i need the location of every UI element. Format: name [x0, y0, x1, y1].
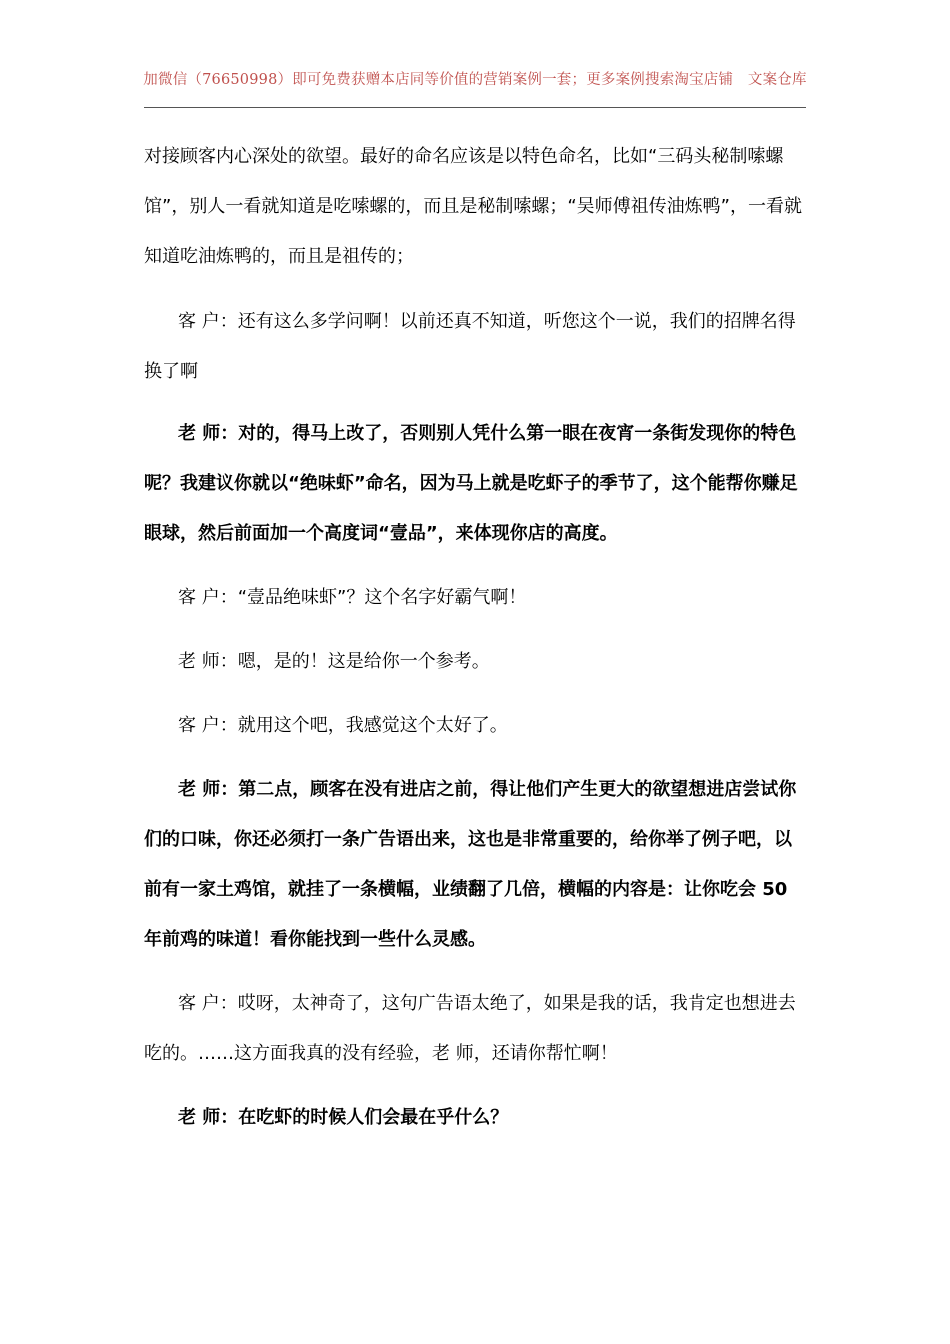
paragraph-customer-2: 客 户：“壹品绝味虾”？这个名字好霸气啊！	[178, 587, 527, 608]
header-divider	[144, 107, 806, 108]
paragraph-teacher-2: 老 师：嗯，是的！这是给你一个参考。	[178, 651, 490, 672]
paragraph-teacher-3: 老 师：第二点，顾客在没有进店之前，得让他们产生更大的欲望想进店尝试你们的口味，你还必须打一条广告语出来，这也是非常重要的，给你举了例子吧，以前有一家土鸡馆，就挂了一条横幅，业绩翻了几倍，横幅的内容是：让你吃会 50 年前鸡的味道！看你能找到一些什么灵感。	[144, 779, 797, 950]
paragraph-customer-1: 客 户：还有这么多学问啊！以前还真不知道，听您这个一说，我们的招牌名得换了啊	[144, 311, 796, 382]
paragraph-intro: 对接顾客内心深处的欲望。最好的命名应该是以特色命名，比如“三码头秘制嗦螺馆”，别人一看就知道是吃嗦螺的，而且是秘制嗦螺；“吴师傅祖传油炼鸭”，一看就知道吃油炼鸭的，而且是祖传的；	[144, 146, 802, 267]
page-header: 加微信（76650998）即可免费获赠本店同等价值的营销案例一套；更多案例搜索淘宝店铺 文案仓库	[143, 72, 807, 88]
paragraph-teacher-1: 老 师：对的，得马上改了，否则别人凭什么第一眼在夜宵一条街发现你的特色呢？我建议你就以“绝味虾”命名，因为马上就是吃虾子的季节了，这个能帮你赚足眼球，然后前面加一个高度词“壹品”，来体现你店的高度。	[144, 423, 798, 544]
paragraph-customer-4: 客 户：哎呀，太神奇了，这句广告语太绝了，如果是我的话，我肯定也想进去吃的。……这方面我真的没有经验，老 师，还请你帮忙啊！	[144, 993, 796, 1064]
paragraph-teacher-4: 老 师：在吃虾的时候人们会最在乎什么？	[178, 1107, 509, 1128]
paragraph-customer-3: 客 户：就用这个吧，我感觉这个太好了。	[178, 715, 508, 736]
